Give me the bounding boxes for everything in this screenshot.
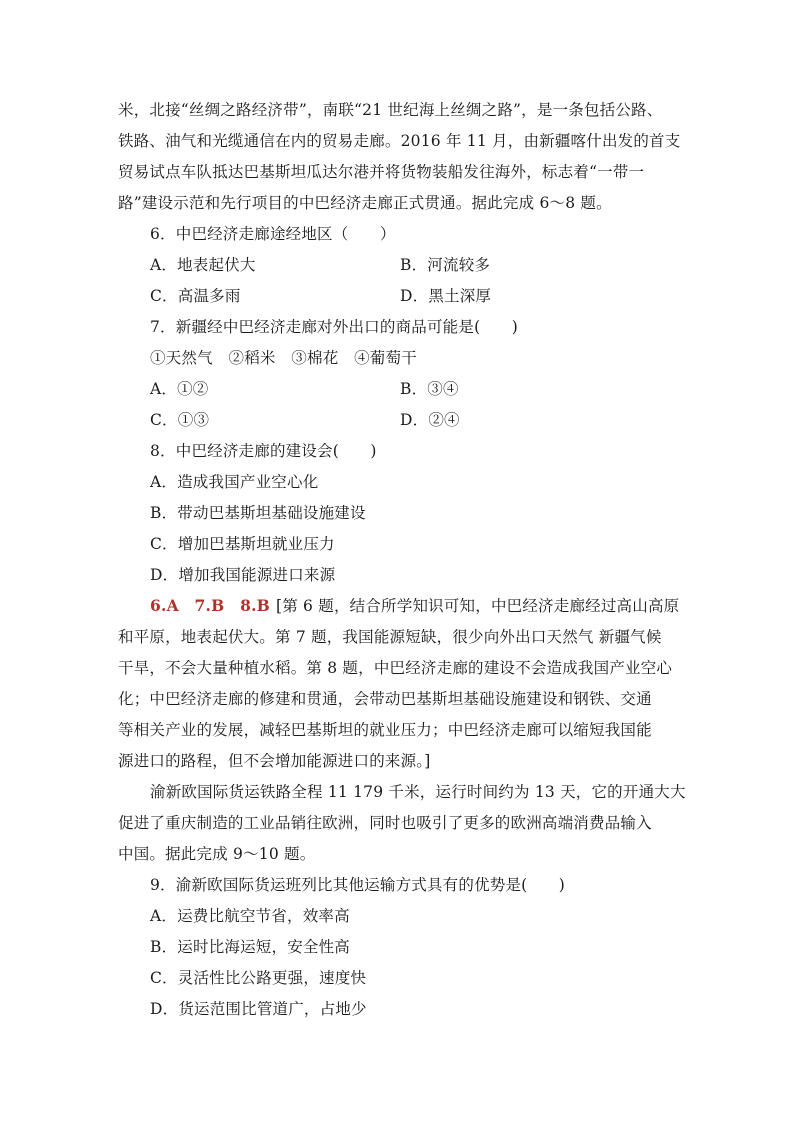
q7-option-b: B．③④ [400, 380, 459, 398]
q7-option-c: C．①③ [150, 411, 210, 429]
passage1-line-4: 路”建设示范和先行项目的中巴经济走廊正式贯通。据此完成 6～8 题。 [118, 194, 612, 212]
q6-option-d: D．黑土深厚 [400, 287, 492, 305]
answer-6-8-line-5: 等相关产业的发展，减轻巴基斯坦的就业压力；中巴经济走廊可以缩短我国能 [118, 721, 652, 739]
q9-option-b: B．运时比海运短，安全性高 [150, 938, 350, 956]
q6-stem: 6．中巴经济走廊途经地区（ ） [150, 225, 396, 243]
q8-option-a: A．造成我国产业空心化 [150, 473, 319, 491]
answer-6-8-line-4: 化；中巴经济走廊的修建和贯通，会带动巴基斯坦基础设施建设和钢铁、交通 [118, 690, 652, 708]
q8-stem: 8．中巴经济走廊的建设会( ) [150, 442, 377, 460]
q6-option-b: B．河流较多 [400, 256, 491, 274]
answer-6-8-text-1: [第 6 题，结合所学知识可知，中巴经济走廊经过高山高原 [275, 597, 680, 615]
q6-option-c: C．高温多雨 [150, 287, 241, 305]
q8-option-d: D．增加我国能源进口来源 [150, 566, 336, 584]
q8-option-c: C．增加巴基斯坦就业压力 [150, 535, 335, 553]
passage1-line-2: 铁路、油气和光缆通信在内的贸易走廊。2016 年 11 月，由新疆喀什出发的首支 [118, 132, 681, 150]
passage2-line-1: 渝新欧国际货运铁路全程 11 179 千米，运行时间约为 13 天，它的开通大大 [150, 783, 686, 801]
answer-6-8-line-1 [150, 596, 679, 616]
q9-option-a: A．运费比航空节省，效率高 [150, 907, 350, 925]
answer-key: 6.A 7.B 8.B [150, 596, 270, 615]
answer-6-8-line-3: 干旱，不会大量种植水稻。第 8 题，中巴经济走廊的建设不会造成我国产业空心 [118, 659, 673, 677]
q9-option-d: D．货运范围比管道广，占地少 [150, 1000, 367, 1018]
passage1-line-1: 米，北接“丝绸之路经济带”，南联“21 世纪海上丝绸之路”，是一条包括公路、 [118, 101, 663, 119]
q6-option-a: A．地表起伏大 [150, 256, 256, 274]
q8-option-b: B．带动巴基斯坦基础设施建设 [150, 504, 366, 522]
passage1-line-3: 贸易试点车队抵达巴基斯坦瓜达尔港并将货物装船发往海外，标志着“一带一 [118, 163, 645, 181]
q7-option-a: A．①② [150, 380, 209, 398]
q9-stem: 9．渝新欧国际货运班列比其他运输方式具有的优势是( ) [150, 876, 566, 894]
answer-6-8-line-6: 源进口的路程，但不会增加能源进口的来源。] [118, 752, 431, 770]
answer-6-8-line-2: 和平原，地表起伏大。第 7 题，我国能源短缺，很少向外出口天然气 新疆气候 [118, 628, 662, 646]
q7-stem: 7．新疆经中巴经济走廊对外出口的商品可能是( ) [150, 318, 518, 336]
q9-option-c: C．灵活性比公路更强，速度快 [150, 969, 367, 987]
q7-items: ①天然气 ②稻米 ③棉花 ④葡萄干 [150, 349, 417, 367]
q7-option-d: D．②④ [400, 411, 460, 429]
passage2-line-2: 促进了重庆制造的工业品销往欧洲，同时也吸引了更多的欧洲高端消费品输入 [118, 814, 652, 832]
passage2-line-3: 中国。据此完成 9～10 题。 [118, 845, 316, 863]
